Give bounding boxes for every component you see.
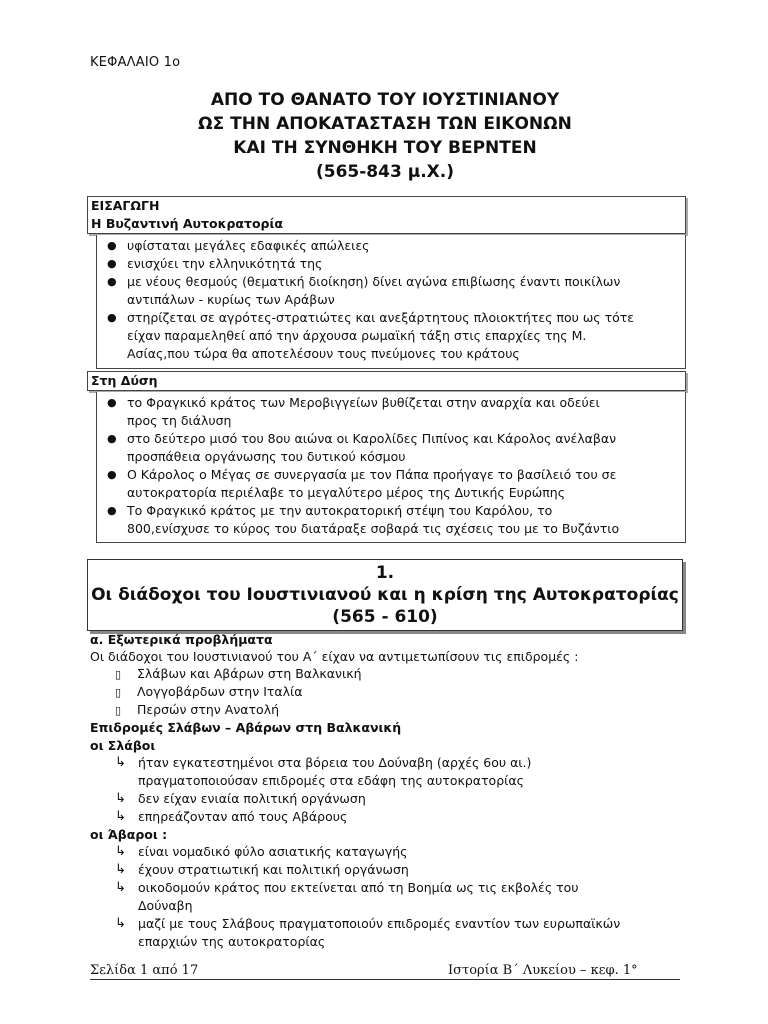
list-item: ↳ ήταν εγκατεστημένοι στα βόρεια του Δούναβη (αρχές 6ου αι.) (115, 755, 532, 770)
list-item: ▯ Σλάβων και Αβάρων στη Βαλκανική (115, 665, 362, 684)
bullet-dot-icon: ● (107, 468, 117, 481)
west-heading-box (87, 371, 686, 391)
external-intro: Οι διάδοχοι του Ιουστινιανού του Α΄ είχαν να αντιμετωπίσουν τις επιδρομές : (90, 649, 579, 664)
list-item-continuation: επαρχιών της αυτοκρατορίας (138, 934, 326, 949)
bullet-dot-icon: ● (107, 311, 117, 324)
list-item: ● στηρίζεται σε αγρότες-στρατιώτες και ανεξάρτητους πλοιοκτήτες που ως τότε (107, 310, 635, 325)
list-item: ▯ Περσών στην Ανατολή (115, 701, 279, 720)
list-item: ↳ μαζί με τους Σλάβους πραγματοποιούν επιδρομές εναντίον των ευρωπαϊκών (115, 916, 621, 931)
list-item-continuation: 800,ενίσχυσε το κύρος του διατάραξε σοβαρά τις σχέσεις του με το Βυζάντιο (127, 521, 620, 536)
list-item: ● Ο Κάρολος ο Μέγας σε συνεργασία με τον Πάπα προήγαγε το βασίλειό του σε (107, 467, 617, 482)
external-heading: α. Εξωτερικά προβλήματα (90, 632, 273, 647)
list-item-continuation: Ασίας,που τώρα θα αποτελέσουν τους πνεύμονες του κράτους (127, 346, 520, 361)
list-item: ● με νέους θεσμούς (θεματική διοίκηση) δίνει αγώνα επιβίωσης έναντι ποικίλων (107, 274, 621, 289)
list-item-continuation: Δούναβη (138, 898, 193, 913)
list-item: ● υφίσταται μεγάλες εδαφικές απώλειες (107, 238, 370, 253)
list-item: ↳ οικοδομούν κράτος που εκτείνεται από τη Βοημία ως τις εκβολές του (115, 880, 579, 895)
slavs-heading: οι Σλάβοι (90, 738, 156, 753)
bullet-dot-icon: ● (107, 504, 117, 517)
list-item: ↳ είναι νομαδικό φύλο ασιατικής καταγωγής (115, 844, 408, 859)
list-item: ↳ δεν είχαν ενιαία πολιτική οργάνωση (115, 791, 366, 806)
title-line-1: ΑΠΟ ΤΟ ΘΑΝΑΤΟ ΤΟΥ ΙΟΥΣΤΙΝΙΑΝΟΥ (210, 90, 560, 110)
list-item: ● στο δεύτερο μισό του 8ου αιώνα οι Καρολίδες Πιπίνος και Κάρολος ανέλαβαν (107, 431, 617, 446)
bullet-dot-icon: ● (107, 396, 117, 409)
intro-subheading: Η Βυζαντινή Αυτοκρατορία (91, 216, 283, 231)
bullet-dot-icon: ● (107, 239, 117, 252)
pointing-arrow-icon: ↳ (115, 755, 126, 770)
list-item-continuation: αντιπάλων - κυρίως των Αράβων (127, 292, 335, 307)
west-list-box (96, 392, 686, 543)
pointing-arrow-icon: ↳ (115, 862, 126, 877)
bullet-dot-icon: ● (107, 432, 117, 445)
pointing-arrow-icon: ↳ (115, 791, 126, 806)
avars-heading: οι Άβαροι : (90, 827, 168, 842)
list-item-continuation: αυτοκρατορία περιέλαβε το μεγαλύτερο μέρος της Δυτικής Ευρώπης (127, 485, 566, 500)
list-item: ● το Φραγκικό κράτος των Μεροβιγγείων βυθίζεται στην αναρχία και οδεύει (107, 395, 600, 410)
pointing-arrow-icon: ↳ (115, 809, 126, 824)
bullet-dot-icon: ● (107, 275, 117, 288)
title-line-3: ΚΑΙ ΤΗ ΣΥΝΘΗΚΗ ΤΟΥ ΒΕΡΝΤΕΝ (233, 138, 537, 158)
pointing-arrow-icon: ↳ (115, 916, 126, 931)
west-heading: Στη Δύση (91, 373, 158, 388)
intro-list-box (96, 235, 686, 369)
list-item-continuation: είχαν παραμεληθεί από την άρχουσα ρωμαϊκή τάξη στις επαρχίες της Μ. (127, 328, 587, 343)
list-item-continuation: προς τη διάλυση (127, 413, 232, 428)
raids-heading: Επιδρομές Σλάβων – Αβάρων στη Βαλκανική (90, 720, 402, 735)
title-line-4: (565-843 μ.Χ.) (315, 162, 455, 182)
title-line-2: ΩΣ ΤΗΝ ΑΠΟΚΑΤΑΣΤΑΣΗ ΤΩΝ ΕΙΚΟΝΩΝ (198, 114, 572, 134)
square-marker-icon: ▯ (115, 668, 122, 681)
section-dates: (565 - 610) (332, 607, 438, 627)
footer-divider (90, 979, 680, 980)
list-item: ● ενισχύει την ελληνικότητά της (107, 256, 323, 271)
section-title: Οι διάδοχοι του Ιουστινιανού και η κρίση της Αυτοκρατορίας (91, 585, 679, 605)
list-item: ● Το Φραγκικό κράτος με την αυτοκρατορική στέψη του Καρόλου, το (107, 503, 553, 518)
bullet-dot-icon: ● (107, 257, 117, 270)
west-list (97, 392, 685, 540)
list-item: ↳ έχουν στρατιωτική και πολιτική οργάνωση (115, 862, 409, 877)
list-item: ↳ επηρεάζονταν από τους Αβάρους (115, 809, 348, 824)
intro-list (97, 235, 685, 365)
intro-heading: ΕΙΣΑΓΩΓΗ (91, 198, 160, 213)
section-number: 1. (375, 563, 395, 583)
section-1-box (87, 559, 683, 631)
footer-course-label: Ιστορία Β΄ Λυκείου – κεφ. 1° (448, 963, 638, 978)
pointing-arrow-icon: ↳ (115, 844, 126, 859)
intro-heading-box (87, 196, 686, 234)
pointing-arrow-icon: ↳ (115, 880, 126, 895)
footer-page-number: Σελίδα 1 από 17 (90, 963, 199, 978)
list-item-continuation: πραγματοποιούσαν επιδρομές στα εδάφη της αυτοκρατορίας (138, 773, 524, 788)
list-item: ▯ Λογγοβάρδων στην Ιταλία (115, 683, 303, 702)
square-marker-icon: ▯ (115, 704, 122, 717)
list-item-continuation: προσπάθεια οργάνωσης του δυτικού κόσμου (127, 449, 406, 464)
page-title (90, 88, 680, 184)
chapter-label: ΚΕΦΑΛΑΙΟ 1ο (90, 55, 181, 70)
square-marker-icon: ▯ (115, 686, 122, 699)
